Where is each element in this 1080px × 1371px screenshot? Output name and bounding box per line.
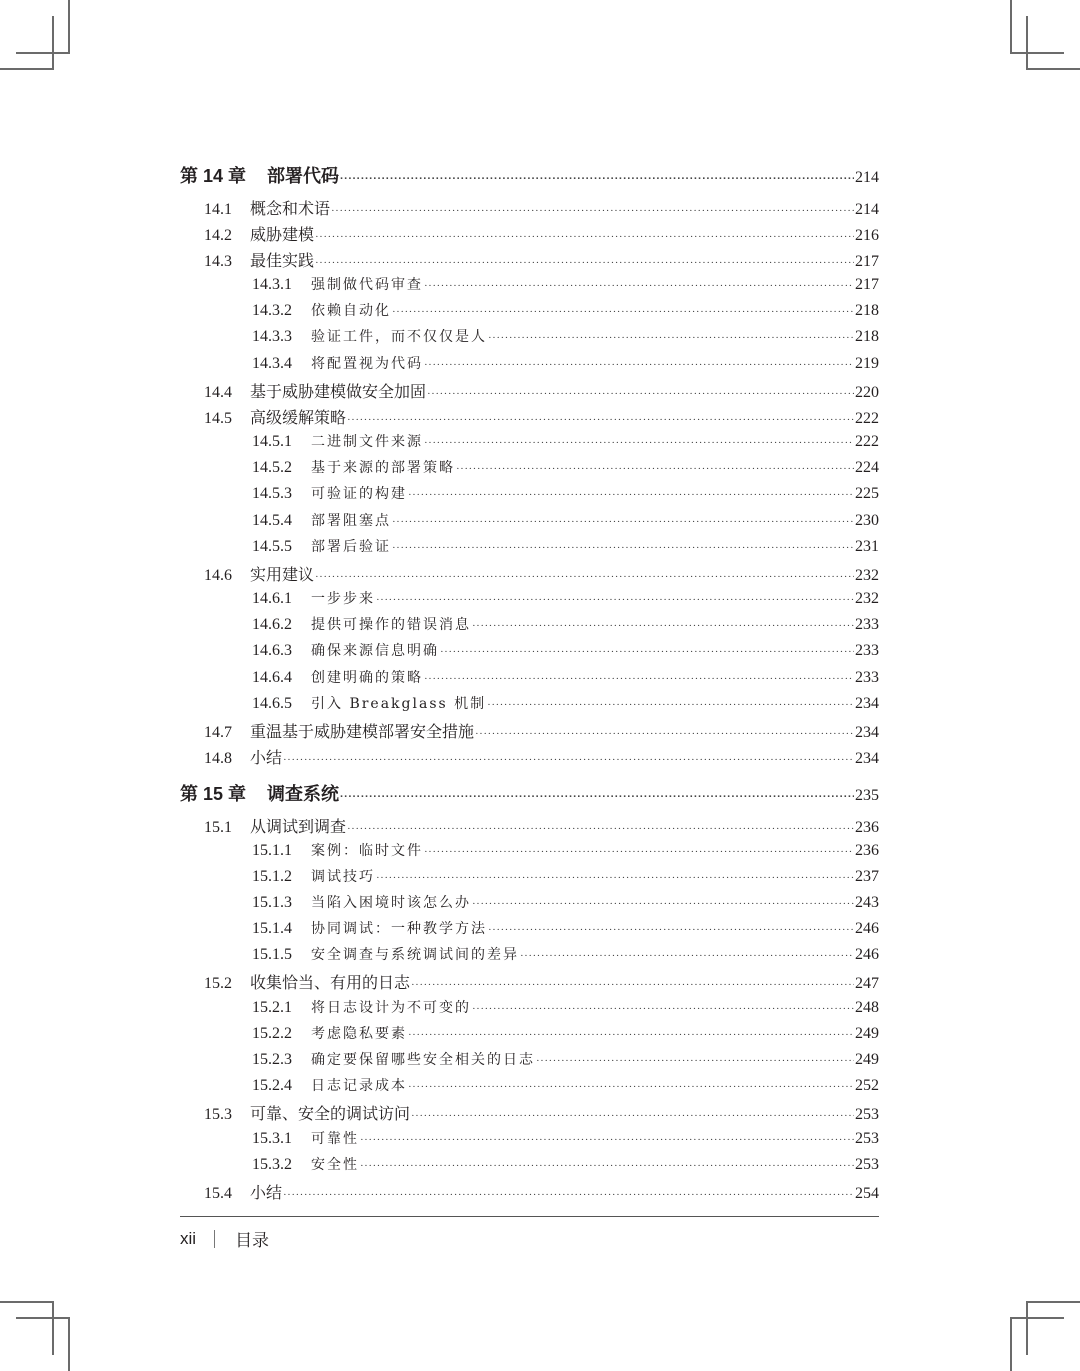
toc-entry[interactable] — [180, 1128, 879, 1148]
toc-title: 高级缓解策略 — [250, 410, 347, 427]
toc-number: 15.3.1 — [252, 1130, 292, 1147]
dot-leader — [456, 463, 854, 475]
footer-rule — [180, 1216, 879, 1217]
toc-title: 实用建议 — [250, 567, 315, 584]
toc-entry[interactable] — [180, 1049, 879, 1069]
dot-leader — [488, 924, 854, 936]
dot-leader — [283, 754, 854, 766]
toc-page: 216 — [855, 227, 879, 244]
toc-number: 15.2.2 — [252, 1025, 292, 1042]
page-footer — [180, 1226, 269, 1251]
toc-title: 将日志设计为不可变的 — [311, 1000, 471, 1016]
toc-title: 部署阻塞点 — [311, 513, 391, 529]
dot-leader — [424, 846, 854, 858]
toc-page: 247 — [855, 975, 879, 992]
toc-entry[interactable] — [180, 379, 879, 402]
toc-entry[interactable] — [180, 1180, 879, 1203]
toc-title: 可靠性 — [311, 1131, 359, 1147]
toc-entry[interactable] — [180, 457, 879, 477]
toc-entry[interactable] — [180, 274, 879, 294]
toc-number: 15.1.5 — [252, 946, 292, 963]
dot-leader — [408, 489, 854, 501]
toc-title: 部署后验证 — [311, 539, 391, 555]
toc-entry[interactable] — [180, 353, 879, 373]
toc-number: 15.4 — [204, 1185, 232, 1202]
toc-page: 225 — [855, 485, 879, 502]
toc-entry[interactable] — [180, 510, 879, 530]
toc-entry[interactable] — [180, 667, 879, 687]
toc-page: 232 — [855, 567, 879, 584]
toc-title: 提供可操作的错误消息 — [311, 617, 471, 633]
toc-title: 考虑隐私要素 — [311, 1026, 407, 1042]
toc-title: 确定要保留哪些安全相关的日志 — [311, 1052, 535, 1068]
dot-leader — [340, 173, 854, 185]
toc-number: 14.5.4 — [252, 512, 292, 529]
toc-title: 小结 — [250, 1185, 283, 1202]
toc-page: 222 — [855, 410, 879, 427]
dot-leader — [472, 898, 854, 910]
dot-leader — [408, 1029, 854, 1041]
toc-page: 233 — [855, 642, 879, 659]
toc-number: 15.1.3 — [252, 894, 292, 911]
toc-number: 14.3.2 — [252, 302, 292, 319]
toc-title: 威胁建模 — [250, 227, 315, 244]
toc-number: 14.6.4 — [252, 669, 292, 686]
toc-entry[interactable] — [180, 944, 879, 964]
dot-leader — [472, 1003, 854, 1015]
toc-number: 14.7 — [204, 724, 232, 741]
toc-entry[interactable] — [180, 196, 879, 219]
toc-page: 253 — [855, 1130, 879, 1147]
toc-title: 可验证的构建 — [311, 486, 407, 502]
dot-leader — [376, 872, 854, 884]
toc-number: 14.5 — [204, 410, 232, 427]
toc-entry[interactable] — [180, 640, 879, 660]
toc-number: 15.3.2 — [252, 1156, 292, 1173]
dot-leader — [424, 673, 854, 685]
toc-title: 二进制文件来源 — [311, 434, 423, 450]
toc-page: 232 — [855, 590, 879, 607]
toc-title: 部署代码 — [267, 166, 339, 186]
toc-title: 依赖自动化 — [311, 303, 391, 319]
toc-entry[interactable] — [180, 719, 879, 742]
toc-page: 214 — [855, 201, 879, 218]
toc-number: 14.2 — [204, 227, 232, 244]
toc-title: 引入 Breakglass 机制 — [311, 696, 487, 712]
toc-page: 249 — [855, 1025, 879, 1042]
toc-entry[interactable] — [180, 614, 879, 634]
dot-leader — [424, 437, 854, 449]
dot-leader — [283, 1189, 854, 1201]
toc-page: 218 — [855, 302, 879, 319]
toc-title: 安全调查与系统调试间的差异 — [311, 947, 519, 963]
toc-page: 214 — [855, 169, 879, 186]
toc-title: 基于威胁建模做安全加固 — [250, 384, 427, 401]
toc-number: 14.6.3 — [252, 642, 292, 659]
toc-number: 14.5.3 — [252, 485, 292, 502]
toc-entry[interactable] — [180, 745, 879, 768]
toc-title: 确保来源信息明确 — [311, 643, 439, 659]
dot-leader — [331, 205, 854, 217]
toc-entry[interactable] — [180, 866, 879, 886]
toc-page: 236 — [855, 819, 879, 836]
toc-number: 14.8 — [204, 750, 232, 767]
toc-page: 254 — [855, 1185, 879, 1202]
dot-leader — [392, 306, 854, 318]
toc-title: 一步步来 — [311, 591, 375, 607]
toc-page: 233 — [855, 616, 879, 633]
toc-page: 246 — [855, 946, 879, 963]
toc-entry[interactable] — [180, 970, 879, 993]
toc-chapter-15[interactable] — [180, 780, 879, 806]
toc-title: 调查系统 — [267, 784, 339, 804]
toc-entry[interactable] — [180, 483, 879, 503]
toc-number: 14.3.1 — [252, 276, 292, 293]
running-head: 目录 — [235, 1231, 270, 1250]
toc-entry[interactable] — [180, 840, 879, 860]
toc-title: 从调试到调查 — [250, 819, 347, 836]
toc-number: 15.3 — [204, 1106, 232, 1123]
toc-page: 248 — [855, 999, 879, 1016]
toc-entry[interactable] — [180, 562, 879, 585]
toc-page: 235 — [855, 787, 879, 804]
toc-number: 15.1.4 — [252, 920, 292, 937]
toc-entry[interactable] — [180, 222, 879, 245]
toc-number: 14.3.4 — [252, 355, 292, 372]
toc-title: 安全性 — [311, 1157, 359, 1173]
toc-entry[interactable] — [180, 918, 879, 938]
toc-entry[interactable] — [180, 997, 879, 1017]
dot-leader — [411, 1110, 854, 1122]
toc-page: 237 — [855, 868, 879, 885]
dot-leader — [411, 979, 854, 991]
toc-number: 15.2.4 — [252, 1077, 292, 1094]
dot-leader — [392, 516, 854, 528]
toc-page: 253 — [855, 1156, 879, 1173]
toc-entry[interactable] — [180, 1075, 879, 1095]
toc-page: 222 — [855, 433, 879, 450]
toc-title: 可靠、安全的调试访问 — [250, 1106, 411, 1123]
toc-title: 将配置视为代码 — [311, 356, 423, 372]
toc-number: 14.4 — [204, 384, 232, 401]
toc-chapter-14[interactable] — [180, 162, 879, 188]
dot-leader — [408, 1081, 854, 1093]
toc-title: 概念和术语 — [250, 201, 331, 218]
dot-leader — [315, 257, 854, 269]
toc-title: 创建明确的策略 — [311, 670, 423, 686]
toc-title: 日志记录成本 — [311, 1078, 407, 1094]
toc-title: 当陷入困境时该怎么办 — [311, 895, 471, 911]
toc-title: 重温基于威胁建模部署安全措施 — [250, 724, 475, 741]
dot-leader — [440, 646, 854, 658]
toc-number: 14.6.2 — [252, 616, 292, 633]
toc-entry[interactable] — [180, 814, 879, 837]
toc-entry[interactable] — [180, 536, 879, 556]
toc-number: 14.5.5 — [252, 538, 292, 555]
toc-entry[interactable] — [180, 1101, 879, 1124]
toc-page: 253 — [855, 1106, 879, 1123]
toc-number: 第 15 章 — [180, 784, 247, 804]
dot-leader — [487, 699, 854, 711]
toc-page: 243 — [855, 894, 879, 911]
toc-page: 217 — [855, 253, 879, 270]
dot-leader — [536, 1055, 854, 1067]
toc-title: 案例：临时文件 — [311, 843, 423, 859]
toc-title: 小结 — [250, 750, 283, 767]
dot-leader — [315, 231, 854, 243]
toc-page: 234 — [855, 750, 879, 767]
toc-entry[interactable] — [180, 405, 879, 428]
toc-number: 14.5.1 — [252, 433, 292, 450]
toc-entry[interactable] — [180, 588, 879, 608]
toc-page: 234 — [855, 695, 879, 712]
toc-page: 218 — [855, 328, 879, 345]
toc-title: 基于来源的部署策略 — [311, 460, 455, 476]
toc-number: 14.3 — [204, 253, 232, 270]
toc-number: 第 14 章 — [180, 166, 247, 186]
toc-title: 调试技巧 — [311, 869, 375, 885]
footer-separator — [214, 1230, 215, 1248]
dot-leader — [392, 542, 854, 554]
toc-title: 协同调试：一种教学方法 — [311, 921, 487, 937]
toc-page: 220 — [855, 384, 879, 401]
toc-page: 219 — [855, 355, 879, 372]
toc-number: 14.6.1 — [252, 590, 292, 607]
toc-entry[interactable] — [180, 431, 879, 451]
toc-title: 验证工件，而不仅仅是人 — [311, 329, 487, 345]
toc-number: 14.6.5 — [252, 695, 292, 712]
dot-leader — [340, 791, 854, 803]
toc-page: 236 — [855, 842, 879, 859]
toc-number: 14.6 — [204, 567, 232, 584]
toc-number: 15.2.1 — [252, 999, 292, 1016]
dot-leader — [347, 823, 854, 835]
toc-number: 15.2 — [204, 975, 232, 992]
toc-page: 233 — [855, 669, 879, 686]
dot-leader — [347, 414, 854, 426]
dot-leader — [475, 728, 854, 740]
toc-entry[interactable] — [180, 326, 879, 346]
toc-title: 强制做代码审查 — [311, 277, 423, 293]
toc-title: 收集恰当、有用的日志 — [250, 975, 411, 992]
dot-leader — [424, 359, 854, 371]
toc-page: 217 — [855, 276, 879, 293]
toc-entry[interactable] — [180, 300, 879, 320]
toc-page: 234 — [855, 724, 879, 741]
dot-leader — [520, 950, 854, 962]
dot-leader — [315, 571, 854, 583]
toc-entry[interactable] — [180, 1023, 879, 1043]
toc-number: 14.5.2 — [252, 459, 292, 476]
toc-page: 246 — [855, 920, 879, 937]
toc-number: 14.3.3 — [252, 328, 292, 345]
dot-leader — [360, 1134, 854, 1146]
toc-entry[interactable] — [180, 248, 879, 271]
toc-number: 14.1 — [204, 201, 232, 218]
toc-entry[interactable] — [180, 892, 879, 912]
toc-entry[interactable] — [180, 693, 879, 713]
dot-leader — [424, 280, 854, 292]
toc-number: 15.1.2 — [252, 868, 292, 885]
dot-leader — [360, 1160, 854, 1172]
dot-leader — [376, 594, 854, 606]
toc-page: 252 — [855, 1077, 879, 1094]
toc-number: 15.2.3 — [252, 1051, 292, 1068]
toc-page: 230 — [855, 512, 879, 529]
dot-leader — [472, 620, 854, 632]
toc-title: 最佳实践 — [250, 253, 315, 270]
toc-page: 224 — [855, 459, 879, 476]
dot-leader — [427, 388, 854, 400]
page-folio: xii — [180, 1228, 197, 1248]
toc-number: 15.1.1 — [252, 842, 292, 859]
dot-leader — [488, 332, 854, 344]
toc-page: 231 — [855, 538, 879, 555]
toc-number: 15.1 — [204, 819, 232, 836]
toc-page: 249 — [855, 1051, 879, 1068]
toc-entry[interactable] — [180, 1154, 879, 1174]
